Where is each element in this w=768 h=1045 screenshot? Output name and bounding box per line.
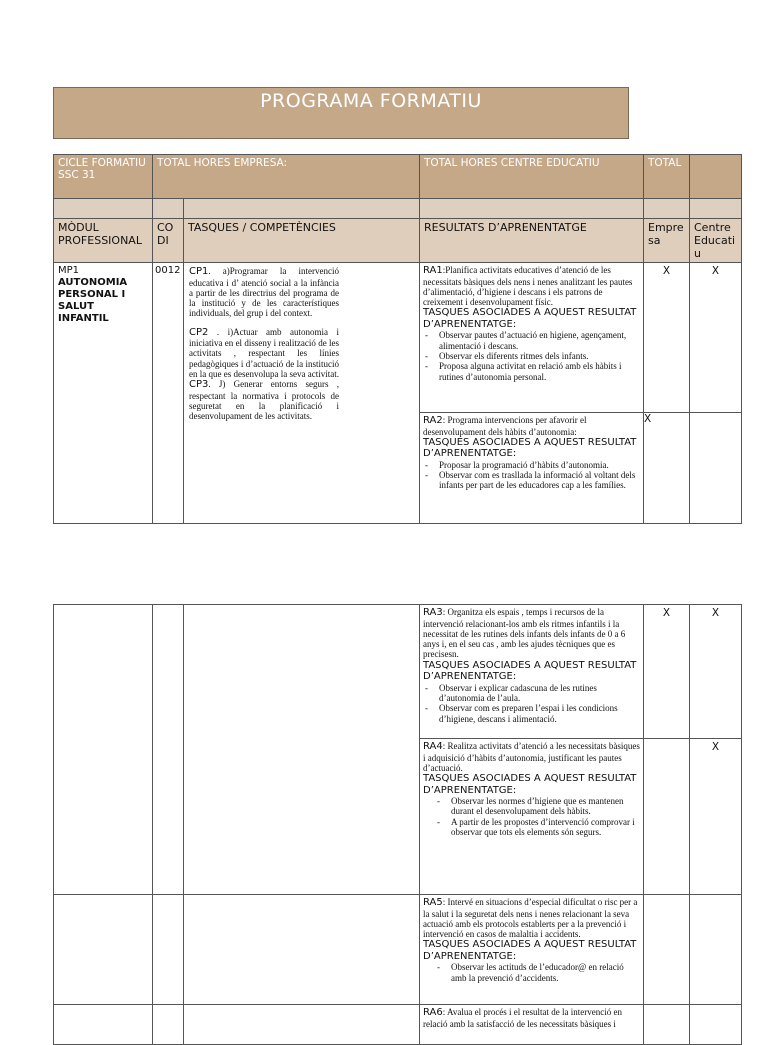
header-total-empresa: TOTAL HORES EMPRESA: bbox=[153, 155, 420, 199]
cp1: CP1. a)Programar la intervenció educativa i d’ atenció social a la infància a partir de les directrius del programa de la institució y de les característiques individuals, del grup i del context. bbox=[189, 266, 339, 319]
ra4-task: - Observar les normes d’higiene que es mantenen durant el desenvolupament dels hàbits. bbox=[423, 796, 640, 817]
ra4-task: - A partir de les propostes d’intervenció comprovar i observar que tots els elements són segurs. bbox=[423, 817, 640, 838]
ra5-cell: RA5: Intervé en situacions d’especial dificultat o risc per a la salut i la seguretat dels nens i nenes relacionant la seva actuació amb els protocols establerts per a la prevenció i intervenció en casos de malaltia i accidents. TASQUES ASOCIADES A AQUEST RESULTAT D’APRENENTATGE: - Observar les actituds de l’educador@ en relació amb la prevenció d’accidents. bbox=[420, 895, 644, 1005]
header-empty bbox=[690, 155, 742, 199]
module-name: AUTONOMIA PERSONAL I SALUT INFANTIL bbox=[58, 277, 128, 324]
ra6-cell: RA6: Avalua el procés i el resultat de la intervenció en relació amb la satisfacció de les necessitats bàsiques i bbox=[420, 1005, 644, 1045]
ra1-centre-mark: X bbox=[690, 263, 742, 413]
cp2: CP2 . i)Actuar amb autonomia i iniciativa en el disseny i realització de les activitats , respectant les línies pedagògiques i d’actuació de la institució en la que es desenvolupa la seva activitat. bbox=[189, 326, 339, 380]
program-table-2 bbox=[53, 604, 742, 1045]
ra2-empresa-mark: X bbox=[644, 413, 690, 524]
ra4-centre-mark: X bbox=[690, 739, 742, 895]
col-empresa: Empre sa bbox=[644, 219, 690, 263]
program-table-1 bbox=[53, 154, 742, 524]
ra5-task: - Observar les actituds de l’educador@ en relació amb la prevenció d’accidents. bbox=[423, 962, 640, 983]
header-cicle: CICLE FORMATIU SSC 31 bbox=[54, 155, 153, 199]
ra4-cell: RA4: Realitza activitats d’atenció a les necessitats bàsiques i adquisició d’hàbits d’autonomia, justificant les pautes d’actuació. TASQUES ASOCIADES A AQUEST RESULTAT D’APRENENTATGE: - Observar les normes d’higiene que es mantenen durant el desenvolupament dels hàbits. - A partir de les propostes d’intervenció comprovar i observar que tots els elements són segurs. bbox=[420, 739, 644, 895]
page-title: PROGRAMA FORMATIU bbox=[260, 90, 482, 112]
col-resultats: RESULTATS D’APRENENTATGE bbox=[420, 219, 644, 263]
ra3-cell: RA3: Organitza els espais , temps i recursos de la intervenció relacionant-los amb els ritmes infantils i la necessitat de les rutines dels infants dels infants de 0 a 6 anys i, en el seu cas , amb les ajudes tècniques que es precisesn. TASQUES ASOCIADES A AQUEST RESULTAT D’APRENENTATGE: - Observar i explicar cadascuna de les rutines d’autonomia de l’aula. - Observar com es preparen l’espai i les condicions d’higiene, descans i alimentació. bbox=[420, 605, 644, 739]
ra2-task: - Proposar la programació d’hàbits d’autonomia. bbox=[423, 460, 640, 470]
ra3-task: - Observar com es preparen l’espai i les condicions d’higiene, descans i alimentació. bbox=[423, 703, 640, 724]
competencies-cell bbox=[184, 263, 420, 524]
col-codi: CO DI bbox=[153, 219, 184, 263]
ra1-task: - Observar els diferents ritmes dels infants. bbox=[423, 351, 640, 361]
ra3-task: - Observar i explicar cadascuna de les rutines d’autonomia de l’aula. bbox=[423, 683, 640, 704]
ra4-empresa-mark bbox=[644, 739, 690, 895]
ra3-empresa-mark: X bbox=[644, 605, 690, 739]
module-cell: MP1 AUTONOMIA PERSONAL I SALUT INFANTIL bbox=[54, 263, 153, 524]
ra2-cell: RA2: Programa intervencions per afavorir el desenvolupament dels hàbits d’autonomia: TASQUES ASOCIADES A AQUEST RESULTAT D’APRENENTATGE: - Proposar la programació d’hàbits d’autonomia. - Observar com es trasllada la informació al voltant dels infants per part de les educadores cap a les famílies. bbox=[420, 413, 644, 524]
col-centre: Centre Educati u bbox=[690, 219, 742, 263]
ra1-empresa-mark: X bbox=[644, 263, 690, 413]
ra1-cell: RA1:Planifica activitats educatives d’atenció de les necessitats bàsiques dels nens i nenes analitzant les pautes d’alimentació, d’higiene i descans i els patrons de creixement i desenvolupament físic. TASQUES ASOCIADES A AQUEST RESULTAT D’APRENENTATGE: - Observar pautes d’actuació en higiene, agençament, alimentació i descans. - Observar els diferents ritmes dels infants. - Proposa alguna activitat en relació amb els hàbits i rutines d’autonomia personal. bbox=[420, 263, 644, 413]
ra2-centre-mark bbox=[690, 413, 742, 524]
col-tasques: TASQUES / COMPETÈNCIES bbox=[184, 219, 420, 263]
header-total: TOTAL bbox=[644, 155, 690, 199]
cp3: CP3. J) Generar entorns segurs , respectant la normativa i protocols de seguretat en la planificació i desenvolupament de les activitats. bbox=[189, 379, 339, 422]
ra2-task: - Observar com es trasllada la informació al voltant dels infants per part de les educadores cap a les famílies. bbox=[423, 470, 640, 491]
ra1-task: - Observar pautes d’actuació en higiene, agençament, alimentació i descans. bbox=[423, 330, 640, 351]
ra3-centre-mark: X bbox=[690, 605, 742, 739]
ra1-task: - Proposa alguna activitat en relació amb els hàbits i rutines d’autonomia personal. bbox=[423, 361, 640, 382]
module-codi: 0012 bbox=[153, 263, 184, 524]
title-banner bbox=[53, 87, 629, 139]
col-modul: MÒDUL PROFESSIONAL bbox=[54, 219, 153, 263]
header-total-centre: TOTAL HORES CENTRE EDUCATIU bbox=[420, 155, 644, 199]
